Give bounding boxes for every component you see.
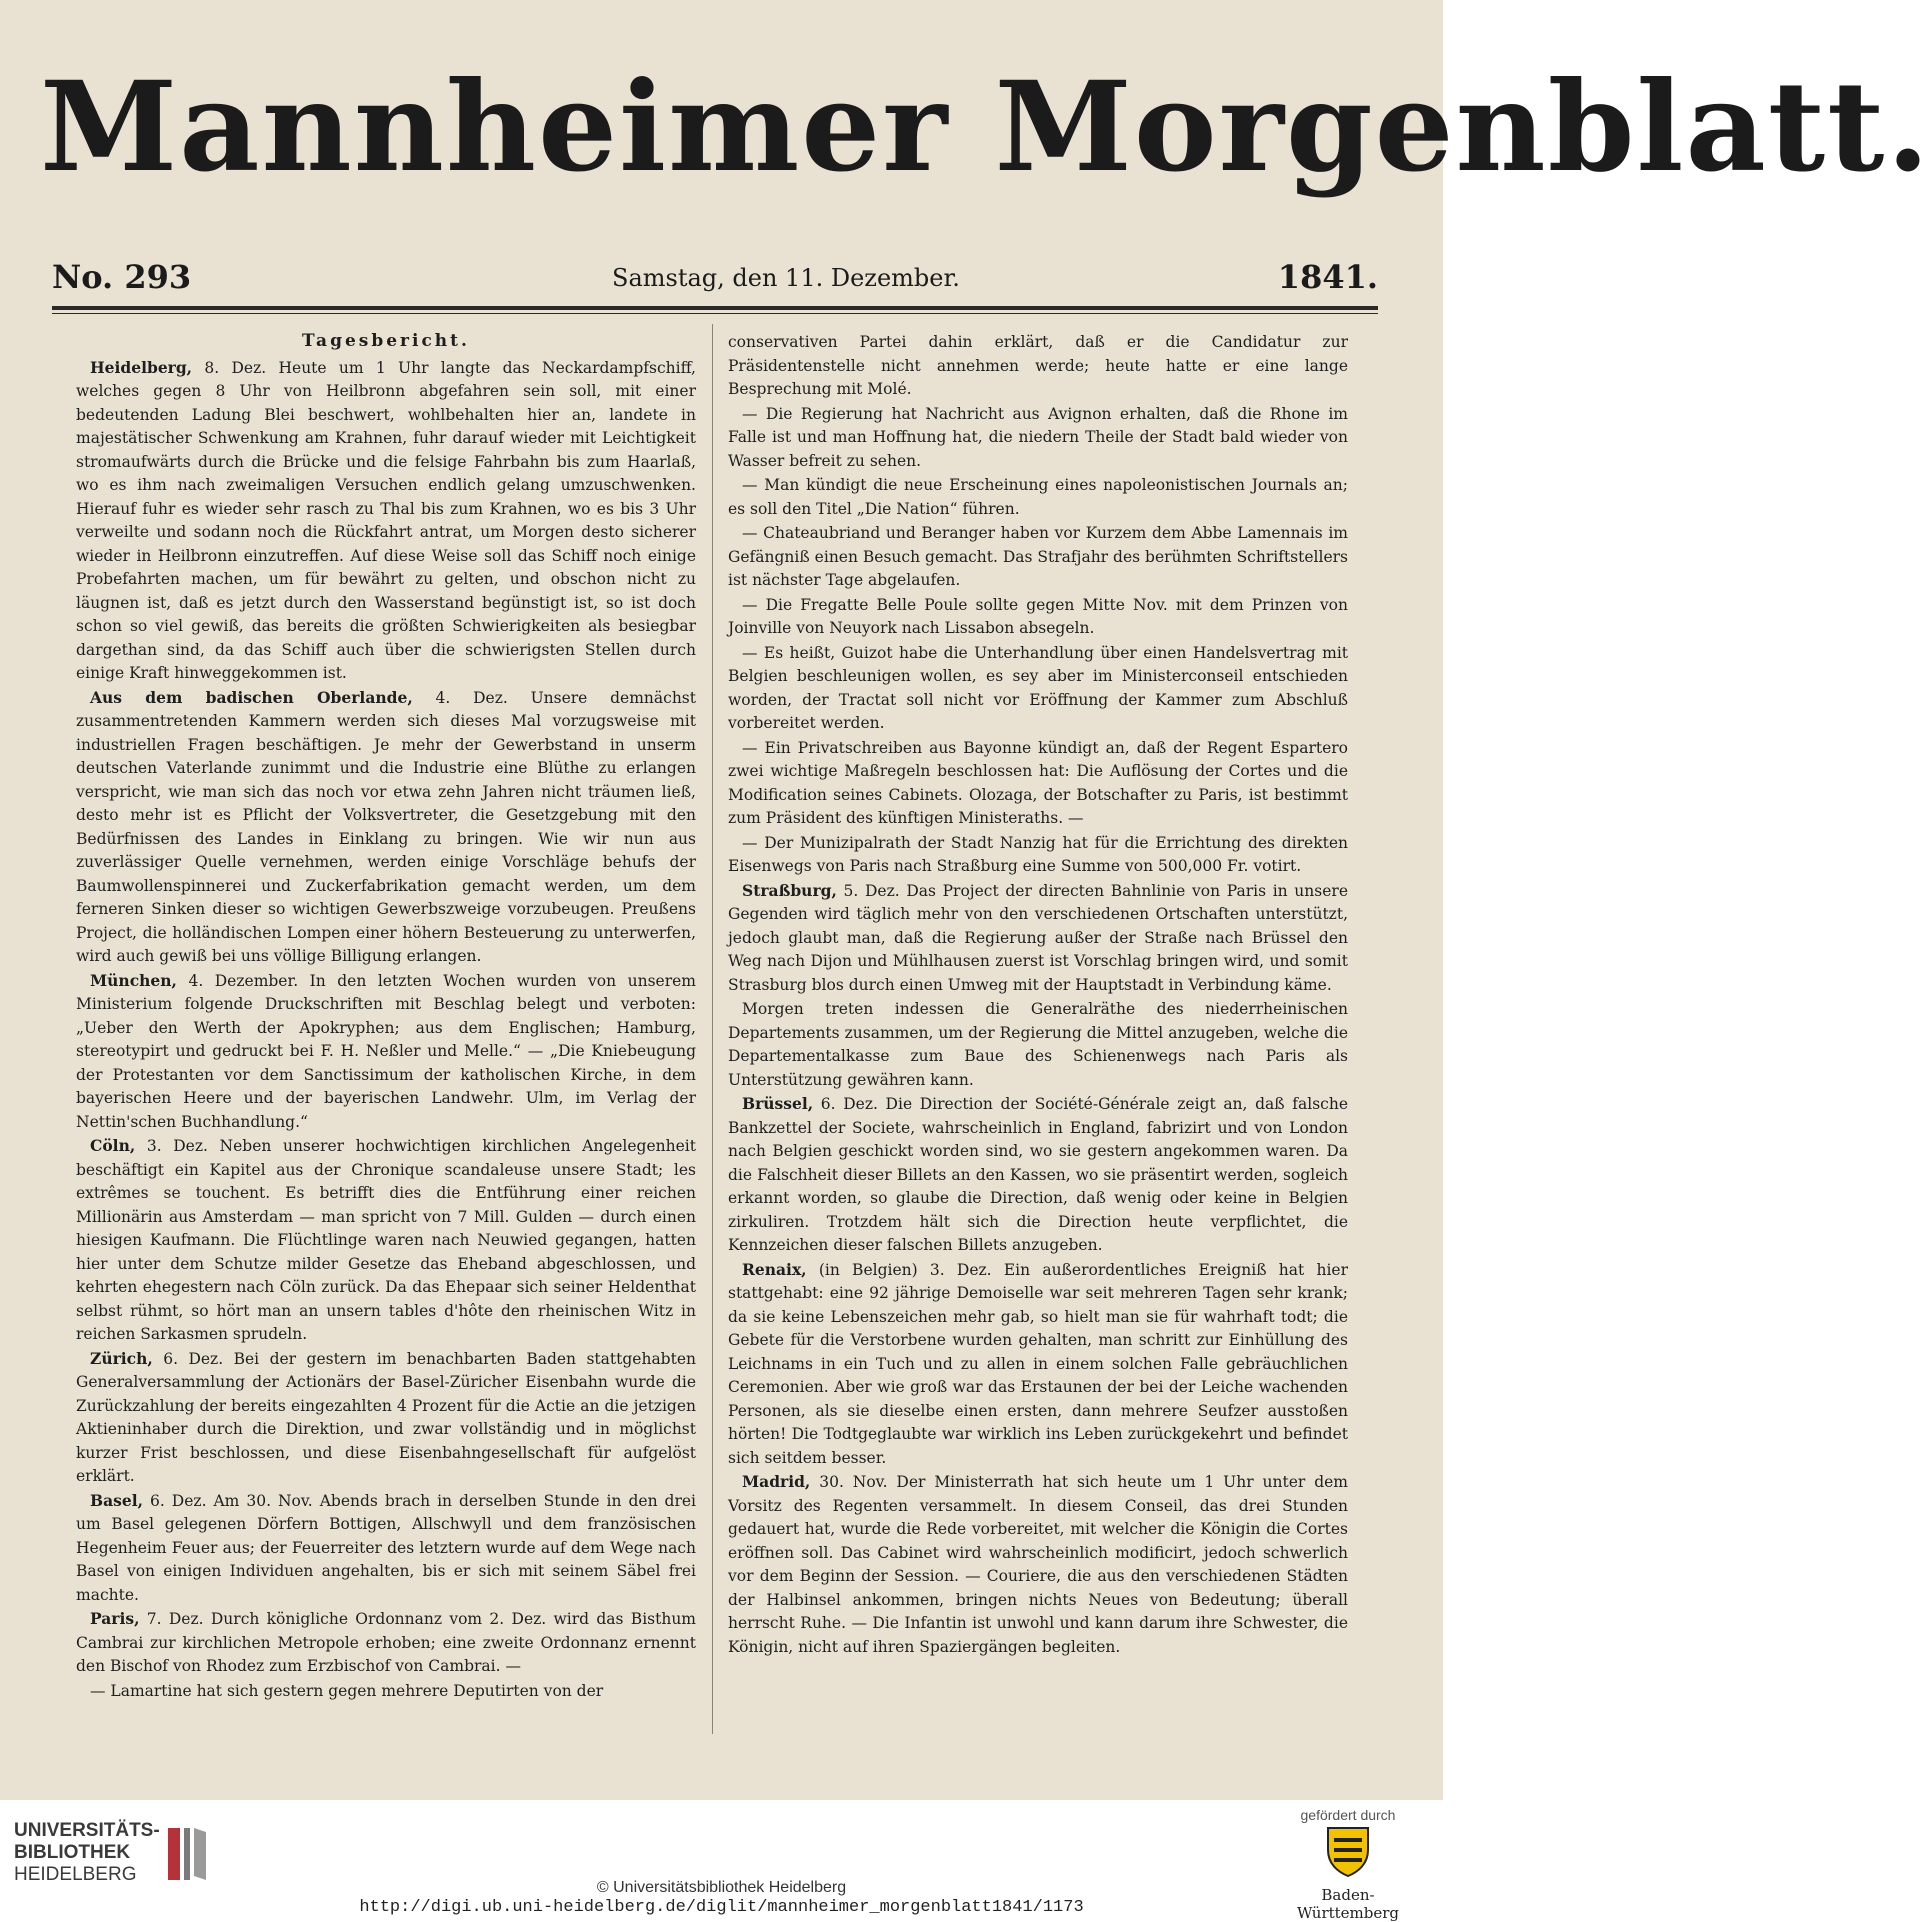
funding-state: Baden-Württemberg bbox=[1296, 1886, 1400, 1922]
article-text: — Es heißt, Guizot habe die Unterhandlung über einen Handelsvertrag mit Belgien beschleunigen wollen, es sey aber im Ministerconseil entschieden worden, der Tractat soll nicht vor Eröffnung der Kammer zum Abschluß vorbereitet werden. bbox=[728, 643, 1348, 732]
article-text: — Chateaubriand und Beranger haben vor Kurzem dem Abbe Lamennais im Gefängniß einen Besuch gemacht. Das Strafjahr des berühmten Schriftstellers ist nächster Tage abgelaufen. bbox=[728, 524, 1348, 589]
header-rule-thin bbox=[52, 313, 1378, 314]
article-text: — Lamartine hat sich gestern gegen mehrere Deputirten von der bbox=[90, 1681, 604, 1700]
header-rule bbox=[52, 306, 1378, 310]
article-place: Cöln, bbox=[90, 1136, 136, 1155]
section-title: Tagesbericht. bbox=[302, 331, 470, 351]
article bbox=[728, 997, 1348, 1092]
permalink-url[interactable]: http://digi.ub.uni-heidelberg.de/diglit/mannheimer_morgenblatt1841/1173 bbox=[359, 1898, 1084, 1917]
article bbox=[728, 593, 1348, 641]
article-text: — Man kündigt die neue Erscheinung eines napoleonistischen Journals an; es soll den Titel „Die Nation“ führen. bbox=[728, 476, 1348, 518]
article bbox=[728, 879, 1348, 998]
article bbox=[76, 1134, 696, 1347]
article-place: Renaix, bbox=[742, 1259, 807, 1279]
article-place: Paris, bbox=[90, 1609, 140, 1628]
article-place: Heidelberg, bbox=[90, 357, 193, 377]
article-text: 3. Dez. Neben unserer hochwichtigen kirchlichen Angelegenheit beschäftigt ein Kapitel aus der Chronique scandaleuse unsere Stadt; les extrêmes se touchent. Es betrifft dies die Entführung einer reichen Millionärin aus Amsterdam — man spricht von 7 Mill. Gulden — durch einen hiesigen Kaufmann. Die Flüchtlinge waren nach Neuwied gegangen, hatten hier unter dem Schutze milder Gesetze das Eheband abgeschlossen, und kehrten ehegestern nach Cöln zurück. Da das Ehepaar sich seiner Heldenthat selbst rühmt, so hört man an unsern tables d'hôte den rheinischen Witz in reichen Sarkasmen sprudeln. bbox=[76, 1137, 696, 1343]
article-place: Basel, bbox=[90, 1490, 144, 1510]
article-text: — Die Regierung hat Nachricht aus Avignon erhalten, daß die Rhone im Falle ist und man Hoffnung hat, die niedern Theile der Stadt bald wieder von Wasser befreit zu sehen. bbox=[728, 404, 1348, 470]
article bbox=[76, 356, 696, 686]
masthead-title: Mannheimer Morgenblatt. bbox=[40, 55, 1932, 200]
library-name-line2: BIBLIOTHEK bbox=[14, 1842, 131, 1863]
article bbox=[76, 1489, 696, 1608]
article bbox=[76, 1679, 696, 1704]
article bbox=[728, 402, 1348, 474]
dateline bbox=[52, 258, 1378, 304]
column-divider bbox=[712, 324, 713, 1734]
article-text: 6. Dez. Die Direction der Société-Générale zeigt an, daß falsche Bankzettel der Societe, wahrscheinlich in England, fabrizirt und von London nach Belgien geschickt worden sind, wo sie gestern angekommen waren. Da die Falschheit dieser Billets an den Kassen, wo sie präsentirt werden, sogleich erkannt worden, so glaube die Direction, daß wenig oder keine in Belgien zirkuliren. Trotzdem hält sich die Direction heute verpflichtet, die Kennzeichen dieser falschen Billets anzugeben. bbox=[728, 1095, 1348, 1254]
article bbox=[728, 521, 1348, 593]
article-text: 8. Dez. Heute um 1 Uhr langte das Neckardampfschiff, welches gegen 8 Uhr von Heilbronn abgefahren sein soll, mit einer bedeutenden Ladung Blei beschwert, wohlbehalten hier an, landete in majestätischer Schwenkung am Krahnen, fuhr darauf wieder mit Leichtigkeit stromaufwärts durch die Brücke und die felsige Fahrbahn bis zum Haarlaß, wo es ihm nach zweimaligen Versuchen endlich gelang umzuschwenken. Hierauf fuhr es wieder sehr rasch zu Thal bis zum Krahnen, wo es bis 3 Uhr verweilte und sodann noch die Rückfahrt antrat, um Morgen desto sicherer wieder in Heilbronn einzutreffen. Auf diese Weise soll das Schiff noch einige Probefahrten machen, um für bewährt zu gelten, und obschon nicht zu läugnen ist, daß es jetzt durch den Wasserstand begünstigt ist, so ist doch schon so viel gewiß, das bereits die größten Schwierigkeiten als besiegbar dargethan sind, da das Schiff auch über die schwierigsten Stellen durch einige Kraft hinweggekommen ist. bbox=[76, 358, 696, 682]
article-place: Madrid, bbox=[742, 1472, 811, 1491]
issue-number: No. 293 bbox=[52, 258, 192, 296]
copyright-notice: © Universitätsbibliothek Heidelberg bbox=[596, 1879, 847, 1896]
article bbox=[728, 473, 1348, 521]
article bbox=[76, 1607, 696, 1679]
article bbox=[728, 330, 1348, 402]
viewer-footer bbox=[0, 1800, 1443, 1921]
article-text: conservativen Partei dahin erklärt, daß er die Candidatur zur Präsidentenstelle nicht annehmen werde; heute hatte er eine lange Besprechung mit Molé. bbox=[728, 333, 1348, 398]
issue-date: Samstag, den 11. Dezember. bbox=[612, 264, 960, 292]
article bbox=[76, 686, 696, 969]
article-text: — Der Munizipalrath der Stadt Nanzig hat für die Errichtung des direkten Eisenwegs von Paris nach Straßburg eine Summe von 500,000 Fr. votirt. bbox=[728, 833, 1348, 875]
article-text: 5. Dez. Das Project der directen Bahnlinie von Paris in unsere Gegenden wird täglich mehr von den verschiedenen Ortschaften unterstützt, jedoch glaubt man, daß die Regierung außer der Straße nach Brüssel den Weg nach Dijon und Mühlhausen zuerst ist Vorschlag bringen wird, und somit Strasburg blos durch einen Umweg mit der Hauptstadt in Verbindung käme. bbox=[728, 881, 1348, 994]
article-place: Straßburg, bbox=[742, 880, 837, 900]
library-emblem-icon bbox=[164, 1822, 210, 1886]
article-text: 7. Dez. Durch königliche Ordonnanz vom 2. Dez. wird das Bisthum Cambrai zur kirchlichen Metropole erhoben; eine zweite Ordonnanz ernennt den Bischof von Rhodez zum Erzbischof von Cambrai. — bbox=[76, 1610, 696, 1675]
article bbox=[728, 641, 1348, 736]
article bbox=[728, 1470, 1348, 1659]
article-text: — Ein Privatschreiben aus Bayonne kündigt an, daß der Regent Espartero zwei wichtige Maßregeln beschlossen hat: Die Auflösung der Cortes und die Modification seines Cabinets. Olozaga, der Botschafter zu Paris, ist bestimmt zum Präsident des künftigen Ministeraths. — bbox=[728, 738, 1348, 827]
article-text: 4. Dezember. In den letzten Wochen wurden von unserem Ministerium folgende Druckschriften mit Beschlag belegt und verboten: „Ueber den Werth der Apokryphen; aus dem Englischen; Hamburg, stereotypirt und gedruckt bei F. H. Neßler und Melle.“ — „Die Kniebeugung der Protestanten vor dem Sanctissimum der katholischen Kirche, in dem bayerischen Heere und der bayerischen Landwehr. Ulm, im Verlag der Nettin'schen Buchhandlung.“ bbox=[76, 971, 696, 1131]
article-text: 30. Nov. Der Ministerrath hat sich heute um 1 Uhr unter dem Vorsitz des Regenten versammelt. In diesem Conseil, das drei Stunden gedauert hat, wurde die Rede vorbereitet, mit welcher die Königin die Cortes eröffnen soll. Das Cabinet wird wahrscheinlich modificirt, jedoch schwerlich vor dem Beginn der Session. — Couriere, die aus den verschiedenen Städten der Halbinsel ankommen, bringen nichts Neues von Bedeutung; überall herrscht Ruhe. — Die Infantin ist unwohl und kann darum ihre Schwester, die Königin, nicht auf ihren Spaziergängen begleiten. bbox=[728, 1473, 1349, 1656]
state-coat-of-arms-icon bbox=[1324, 1824, 1372, 1878]
article-text: Morgen treten indessen die Generalräthe des niederrheinischen Departements zusammen, um der Regierung die Mittel anzugeben, welche die Departementalkasse zum Baue des Schienenwegs nach Paris als Unterstützung gewähren kann. bbox=[728, 1000, 1348, 1089]
article bbox=[728, 1258, 1348, 1471]
library-name-line3: HEIDELBERG bbox=[14, 1864, 137, 1885]
article-place: Aus dem badischen Oberlande, bbox=[90, 687, 413, 707]
article bbox=[76, 969, 696, 1135]
article bbox=[728, 1092, 1348, 1258]
article bbox=[728, 736, 1348, 831]
article-place: Brüssel, bbox=[742, 1094, 814, 1113]
article-text: 4. Dez. Unsere demnächst zusammentretenden Kammern werden sich dieses Mal vorzugsweise mit industriellen Fragen beschäftigen. Je mehr der Gewerbstand in unserm deutschen Vaterlande zunimmt und die Industrie eine Blüthe zu erlangen verspricht, wie man sich das noch vor etwa zehn Jahren nicht träumen ließ, desto mehr ist es Pflicht der Volksvertreter, die Gesetzgebung mit den Bedürfnissen des Landes in Einklang zu bringen. Wie wir nun aus zuverlässiger Quelle vernehmen, werden einige Vorschläge behufs der Baumwollenspinnerei und Zuckerfabrikation gemacht werden, um dem ferneren Sinken dieser so wichtigen Gewerbszweige vorzubeugen. Preußens Project, die holländischen Lompen einer höhern Besteuerung zu unterwerfen, wird auch gewiß bei uns völlige Billigung erlangen. bbox=[76, 688, 696, 965]
article bbox=[76, 1347, 696, 1489]
funding-caption: gefördert durch bbox=[1300, 1807, 1396, 1823]
article bbox=[728, 831, 1348, 879]
library-name-line1: UNIVERSITÄTS- bbox=[14, 1820, 160, 1841]
funding-logo bbox=[1273, 1806, 1423, 1922]
article-place: Zürich, bbox=[90, 1348, 153, 1368]
article-text: (in Belgien) 3. Dez. Ein außerordentliches Ereigniß hat hier stattgehabt: eine 92 jährige Demoiselle war seit mehreren Tagen sehr krank; da sie keine Lebenszeichen mehr gab, so hielt man sie für wahrhaft todt; die Gebete für die Verstorbene wurden gehalten, man schritt zur Einhüllung des Leichnams in ein Tuch und zu allen in einem solchen Falle gebräuchlichen Ceremonien. Aber wie groß war das Erstaunen der bei der Leiche wachenden Personen, als sie dieselbe einen ersten, dann mehrere Seufzer ausstoßen hörten! Die Todtgeglaubte war wirklich ins Leben zurückgekehrt und befindet sich seitdem besser. bbox=[728, 1260, 1348, 1467]
left-column bbox=[76, 330, 696, 1703]
article-text: 6. Dez. Am 30. Nov. Abends brach in derselben Stunde in den drei um Basel gelegenen Dörfern Bottigen, Allschwyll und dem französischen Hegenheim Feuer aus; der Feuerreiter des letztern wurde auf dem Wege nach Basel von einigen Individuen angehalten, bis er sich mit seinem Säbel frei machte. bbox=[76, 1491, 697, 1604]
article-text: — Die Fregatte Belle Poule sollte gegen Mitte Nov. mit dem Prinzen von Joinville von Neuyork nach Lissabon absegeln. bbox=[728, 595, 1348, 637]
right-column bbox=[728, 330, 1348, 1659]
article-place: München, bbox=[90, 970, 177, 990]
article-text: 6. Dez. Bei der gestern im benachbarten Baden stattgehabten Generalversammlung der Actionärs der Basel-Züricher Eisenbahn wurde die Zurückzahlung der bereits eingezahlten 4 Prozent für die Actie an die jetzigen Aktieninhaber durch die Direktion, und zwar vollständig und in möglichst kurzer Frist beschlossen, und diese Eisenbahngesellschaft für aufgelöst erklärt. bbox=[76, 1349, 696, 1485]
issue-year: 1841. bbox=[1277, 258, 1378, 296]
